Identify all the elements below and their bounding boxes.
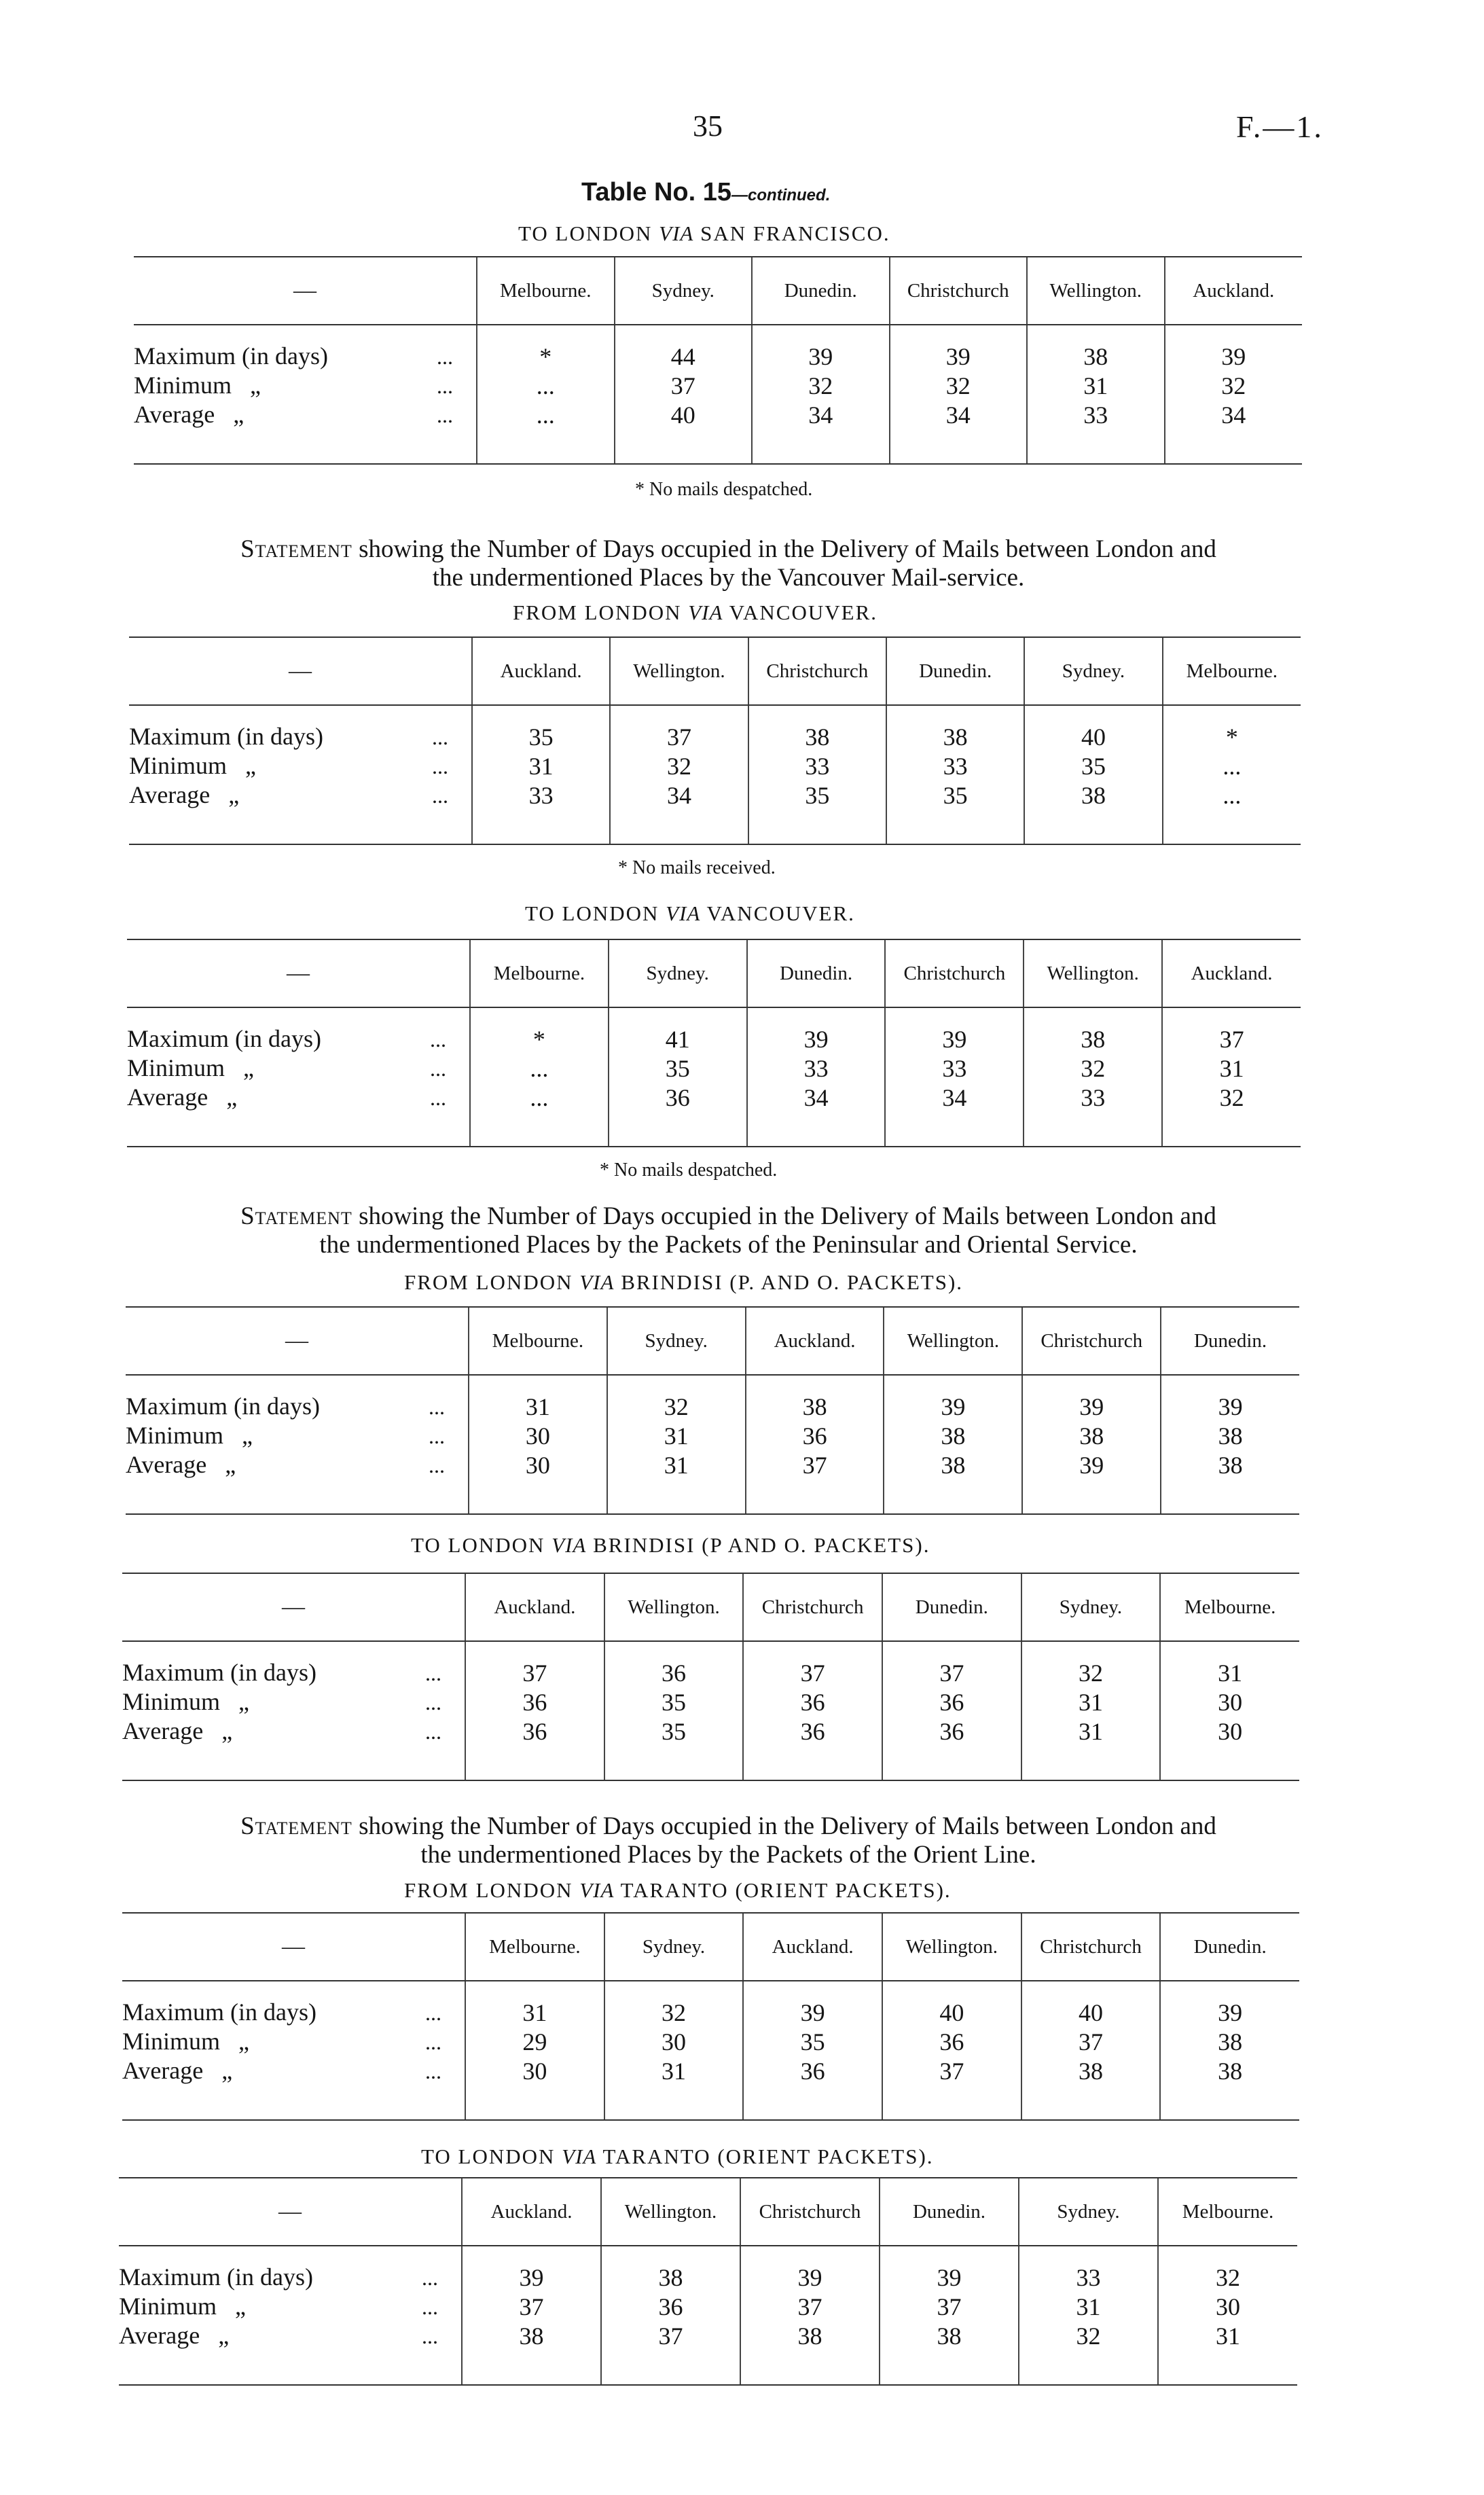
row-label: Minimum „ (134, 372, 261, 399)
value-cell: 40 (615, 400, 753, 429)
value-cell: 34 (610, 780, 748, 810)
value-cell: 36 (746, 1421, 884, 1450)
value-cell: 34 (752, 400, 890, 429)
table-row (134, 371, 1302, 400)
statement-vancouver: Statement showing the Number of Days occupied in the Delivery of Mails between London and the undermentioned Places by the Vancouver Mail-service. (240, 535, 1216, 592)
column-header: Melbourne. (469, 1307, 607, 1375)
row-label-cell (129, 751, 472, 780)
header-row (122, 1573, 1299, 1641)
value-cell: 38 (1022, 1421, 1161, 1450)
column-header: Sydney. (1021, 1573, 1161, 1641)
row-label: Average „ (127, 1083, 238, 1111)
column-header: Wellington. (601, 2178, 740, 2246)
column-header: Wellington. (604, 1573, 744, 1641)
row-label-cell (127, 1083, 470, 1112)
column-header: Melbourne. (1158, 2178, 1297, 2246)
value-cell: 41 (609, 1024, 747, 1054)
column-header: — (122, 1913, 465, 1981)
column-header: — (122, 1573, 465, 1641)
column-header: Christchurch (743, 1573, 882, 1641)
column-header: Wellington. (1024, 939, 1162, 1007)
table-from-london-vancouver (129, 636, 1301, 845)
table-title-suffix: —continued. (731, 186, 831, 204)
row-label-cell (129, 722, 472, 751)
row-label-cell (127, 1054, 470, 1083)
row-label: Maximum (in days) (126, 1393, 320, 1420)
value-cell: 33 (1027, 400, 1165, 429)
row-label-cell (119, 2263, 462, 2292)
leader-dots: ... (425, 1661, 441, 1685)
value-cell: 37 (880, 2292, 1019, 2321)
header-row (119, 2178, 1297, 2246)
value-cell: 29 (465, 2027, 604, 2056)
value-cell: 39 (884, 1392, 1022, 1421)
row-label-cell (126, 1421, 469, 1450)
leader-dots: ... (425, 2059, 441, 2083)
value-cell: 39 (752, 342, 890, 371)
value-cell: 36 (604, 1658, 744, 1687)
value-cell: 35 (1024, 751, 1162, 780)
row-label-cell (126, 1450, 469, 1479)
value-cell: 31 (607, 1450, 746, 1479)
table-row (119, 2321, 1297, 2350)
value-cell: 38 (1161, 1450, 1299, 1479)
value-cell: 36 (465, 1687, 604, 1717)
table-row (122, 1998, 1299, 2027)
value-cell: 37 (1021, 2027, 1161, 2056)
table-row (122, 1658, 1299, 1687)
value-cell: 31 (607, 1421, 746, 1450)
value-cell: 30 (1160, 1687, 1299, 1717)
statement-orient-line: Statement showing the Number of Days occupied in the Delivery of Mails between London and the undermentioned Places by the Packets of the Orient Line. (240, 1812, 1216, 1869)
value-cell: 35 (472, 722, 610, 751)
row-label: Minimum „ (122, 1688, 249, 1715)
column-header: — (126, 1307, 469, 1375)
value-cell: 30 (604, 2027, 744, 2056)
value-cell: ... (470, 1054, 609, 1083)
value-cell: 34 (890, 400, 1028, 429)
row-label: Average „ (134, 401, 245, 428)
value-cell: 36 (743, 2056, 882, 2085)
value-cell: 31 (604, 2056, 744, 2085)
value-cell: 37 (743, 1658, 882, 1687)
value-cell: 32 (604, 1998, 744, 2027)
value-cell: 38 (884, 1421, 1022, 1450)
table-row (127, 1054, 1301, 1083)
value-cell: 31 (472, 751, 610, 780)
table-row (119, 2263, 1297, 2292)
row-label: Average „ (119, 2322, 230, 2349)
leader-dots: ... (425, 2000, 441, 2025)
value-cell: 32 (1019, 2321, 1158, 2350)
column-header: Melbourne. (465, 1913, 604, 1981)
leader-dots: ... (432, 725, 448, 749)
value-cell: 30 (465, 2056, 604, 2085)
value-cell: 39 (1165, 342, 1303, 371)
value-cell: 33 (1019, 2263, 1158, 2292)
column-header: Melbourne. (470, 939, 609, 1007)
column-header: Christchurch (1022, 1307, 1161, 1375)
leader-dots: ... (432, 783, 448, 808)
table-row (122, 2056, 1299, 2085)
value-cell: 34 (885, 1083, 1024, 1112)
row-label-cell (119, 2292, 462, 2321)
column-header: Dunedin. (880, 2178, 1019, 2246)
row-label-cell (122, 1687, 465, 1717)
value-cell: 38 (1160, 2027, 1299, 2056)
header-row (122, 1913, 1299, 1981)
column-header: Dunedin. (1161, 1307, 1299, 1375)
row-label: Maximum (in days) (119, 2263, 313, 2291)
column-header: Auckland. (746, 1307, 884, 1375)
row-label: Average „ (126, 1451, 236, 1478)
value-cell: 38 (1021, 2056, 1161, 2085)
leader-dots: ... (437, 374, 453, 398)
table-row (126, 1421, 1299, 1450)
leader-dots: ... (437, 344, 453, 369)
value-cell: 32 (607, 1392, 746, 1421)
column-header: Auckland. (472, 637, 610, 705)
footnote-san-francisco: * No mails despatched. (635, 479, 813, 500)
value-cell: 31 (469, 1392, 607, 1421)
value-cell: 39 (747, 1024, 886, 1054)
value-cell: 36 (882, 2027, 1021, 2056)
value-cell: 32 (610, 751, 748, 780)
column-header: Wellington. (884, 1307, 1022, 1375)
value-cell: 32 (1024, 1054, 1162, 1083)
value-cell: 39 (1022, 1392, 1161, 1421)
column-header: Dunedin. (882, 1573, 1021, 1641)
table-row (134, 400, 1302, 429)
column-header: Auckland. (1162, 939, 1301, 1007)
value-cell: 31 (1027, 371, 1165, 400)
value-cell: 39 (462, 2263, 601, 2292)
column-header: Dunedin. (1160, 1913, 1299, 1981)
value-cell: 37 (615, 371, 753, 400)
value-cell: 31 (1158, 2321, 1297, 2350)
value-cell: 31 (465, 1998, 604, 2027)
value-cell: * (477, 342, 615, 371)
value-cell: 44 (615, 342, 753, 371)
value-cell: 38 (1161, 1421, 1299, 1450)
row-label-cell (129, 780, 472, 810)
value-cell: 32 (752, 371, 890, 400)
table-row (134, 342, 1302, 371)
value-cell: 35 (604, 1687, 744, 1717)
column-header: — (134, 257, 477, 325)
table-row (122, 2027, 1299, 2056)
row-label: Maximum (in days) (122, 1998, 316, 2026)
value-cell: 37 (882, 1658, 1021, 1687)
value-cell: 38 (748, 722, 886, 751)
table-row (122, 1687, 1299, 1717)
value-cell: 38 (1024, 780, 1162, 810)
row-label-cell (122, 1717, 465, 1746)
table-title-main: Table No. 15 (581, 178, 732, 207)
table-row (122, 1717, 1299, 1746)
row-label-cell (119, 2321, 462, 2350)
value-cell: 37 (601, 2321, 740, 2350)
column-header: Sydney. (1019, 2178, 1158, 2246)
row-label: Minimum „ (119, 2293, 246, 2320)
row-label-cell (122, 1998, 465, 2027)
value-cell: 35 (886, 780, 1024, 810)
column-header: Sydney. (615, 257, 753, 325)
row-label: Minimum „ (129, 752, 256, 779)
value-cell: 39 (890, 342, 1028, 371)
value-cell: 39 (1161, 1392, 1299, 1421)
table-title (581, 178, 830, 207)
footnote-vancouver-from: * No mails received. (618, 857, 776, 878)
value-cell: 36 (882, 1687, 1021, 1717)
footnote-vancouver-to: * No mails despatched. (600, 1160, 778, 1181)
column-header: Christchurch (1021, 1913, 1161, 1981)
value-cell: 33 (1024, 1083, 1162, 1112)
row-label: Average „ (129, 781, 240, 808)
row-label-cell (134, 400, 477, 429)
value-cell: 31 (1021, 1687, 1161, 1717)
value-cell: ... (1163, 751, 1301, 780)
value-cell: * (470, 1024, 609, 1054)
table-from-london-brindisi (126, 1306, 1299, 1515)
value-cell: 39 (740, 2263, 880, 2292)
column-header: Wellington. (882, 1913, 1021, 1981)
leader-dots: ... (429, 1395, 445, 1419)
row-label-cell (122, 1658, 465, 1687)
row-label: Minimum „ (126, 1422, 253, 1449)
value-cell: ... (477, 371, 615, 400)
row-label: Maximum (in days) (129, 723, 323, 750)
row-label: Minimum „ (127, 1054, 254, 1081)
value-cell: 31 (1019, 2292, 1158, 2321)
leader-dots: ... (422, 2265, 438, 2290)
value-cell: 32 (1021, 1658, 1161, 1687)
table-to-london-vancouver (127, 939, 1301, 1147)
column-header: Wellington. (610, 637, 748, 705)
row-label-cell (122, 2027, 465, 2056)
value-cell: 30 (469, 1450, 607, 1479)
value-cell: 34 (747, 1083, 886, 1112)
section-heading-from-london-vancouver: FROM LONDON VIA VANCOUVER. (513, 600, 878, 624)
value-cell: 37 (462, 2292, 601, 2321)
section-heading-to-london-brindisi: TO LONDON VIA BRINDISI (P AND O. PACKETS). (411, 1533, 930, 1557)
leader-dots: ... (422, 2324, 438, 2348)
table-to-london-san-francisco (134, 256, 1302, 465)
column-header: Auckland. (743, 1913, 882, 1981)
value-cell: 37 (746, 1450, 884, 1479)
value-cell: 35 (748, 780, 886, 810)
column-header: Dunedin. (752, 257, 890, 325)
value-cell: 39 (1160, 1998, 1299, 2027)
leader-dots: ... (432, 754, 448, 778)
value-cell: 35 (609, 1054, 747, 1083)
row-label-cell (122, 2056, 465, 2085)
value-cell: 33 (748, 751, 886, 780)
value-cell: 40 (1024, 722, 1162, 751)
row-label-cell (134, 371, 477, 400)
section-heading-to-london-vancouver: TO LONDON VIA VANCOUVER. (525, 901, 855, 925)
column-header: Melbourne. (1163, 637, 1301, 705)
value-cell: 37 (1162, 1024, 1301, 1054)
value-cell: 33 (472, 780, 610, 810)
value-cell: 38 (740, 2321, 880, 2350)
leader-dots: ... (422, 2295, 438, 2319)
table-row (126, 1450, 1299, 1479)
value-cell: 31 (1021, 1717, 1161, 1746)
row-label-cell (134, 342, 477, 371)
table-row (129, 780, 1301, 810)
value-cell: 40 (882, 1998, 1021, 2027)
leader-dots: ... (437, 403, 453, 427)
value-cell: 32 (1165, 371, 1303, 400)
column-header: Christchurch (740, 2178, 880, 2246)
value-cell: 39 (743, 1998, 882, 2027)
column-header: Wellington. (1027, 257, 1165, 325)
leader-dots: ... (425, 2030, 441, 2054)
column-header: Christchurch (890, 257, 1028, 325)
row-label: Maximum (in days) (122, 1659, 316, 1686)
row-label-cell (127, 1024, 470, 1054)
value-cell: 38 (884, 1450, 1022, 1479)
value-cell: 37 (465, 1658, 604, 1687)
value-cell: 34 (1165, 400, 1303, 429)
row-label: Maximum (in days) (127, 1025, 321, 1052)
value-cell: 39 (885, 1024, 1024, 1054)
value-cell: ... (1163, 780, 1301, 810)
value-cell: 30 (1160, 1717, 1299, 1746)
value-cell: 36 (601, 2292, 740, 2321)
column-header: Sydney. (609, 939, 747, 1007)
value-cell: 38 (462, 2321, 601, 2350)
header-row (127, 939, 1301, 1007)
value-cell: 36 (609, 1083, 747, 1112)
page-number: 35 (693, 109, 723, 143)
value-cell: 36 (465, 1717, 604, 1746)
value-cell: ... (477, 400, 615, 429)
value-cell: 30 (469, 1421, 607, 1450)
row-label: Average „ (122, 2057, 233, 2084)
column-header: Christchurch (885, 939, 1024, 1007)
header-row (126, 1307, 1299, 1375)
column-header: Auckland. (462, 2178, 601, 2246)
table-row (126, 1392, 1299, 1421)
column-header: Melbourne. (1160, 1573, 1299, 1641)
value-cell: 36 (743, 1687, 882, 1717)
table-row (127, 1083, 1301, 1112)
value-cell: 38 (886, 722, 1024, 751)
column-header: Sydney. (607, 1307, 746, 1375)
leader-dots: ... (429, 1424, 445, 1448)
header-row (129, 637, 1301, 705)
table-row (127, 1024, 1301, 1054)
column-header: Sydney. (604, 1913, 744, 1981)
column-header: Christchurch (748, 637, 886, 705)
value-cell: 31 (1162, 1054, 1301, 1083)
value-cell: 33 (886, 751, 1024, 780)
value-cell: 37 (610, 722, 748, 751)
column-header: Dunedin. (886, 637, 1024, 705)
value-cell: 38 (601, 2263, 740, 2292)
leader-dots: ... (430, 1085, 446, 1110)
value-cell: * (1163, 722, 1301, 751)
value-cell: 30 (1158, 2292, 1297, 2321)
header-row (134, 257, 1302, 325)
value-cell: 35 (743, 2027, 882, 2056)
value-cell: 39 (1022, 1450, 1161, 1479)
row-label-cell (126, 1392, 469, 1421)
value-cell: 33 (747, 1054, 886, 1083)
leader-dots: ... (430, 1027, 446, 1052)
value-cell: 32 (1158, 2263, 1297, 2292)
table-row (129, 751, 1301, 780)
value-cell: 33 (885, 1054, 1024, 1083)
value-cell: 32 (1162, 1083, 1301, 1112)
column-header: Dunedin. (747, 939, 886, 1007)
value-cell: ... (470, 1083, 609, 1112)
value-cell: 36 (743, 1717, 882, 1746)
value-cell: 38 (880, 2321, 1019, 2350)
leader-dots: ... (425, 1719, 441, 1744)
value-cell: 38 (746, 1392, 884, 1421)
column-header: — (129, 637, 472, 705)
value-cell: 36 (882, 1717, 1021, 1746)
value-cell: 38 (1024, 1024, 1162, 1054)
series-code: F.—1. (1236, 109, 1324, 144)
table-row (129, 722, 1301, 751)
section-heading-to-london-taranto: TO LONDON VIA TARANTO (ORIENT PACKETS). (421, 2144, 934, 2168)
table-from-london-taranto (122, 1912, 1299, 2121)
leader-dots: ... (429, 1453, 445, 1477)
statement-peninsular-oriental: Statement showing the Number of Days occupied in the Delivery of Mails between London and the undermentioned Places by the Packets of the Peninsular and Oriental Service. (240, 1202, 1216, 1259)
row-label: Average „ (122, 1717, 233, 1744)
value-cell: 38 (1160, 2056, 1299, 2085)
table-to-london-brindisi (122, 1573, 1299, 1781)
section-heading-from-london-taranto: FROM LONDON VIA TARANTO (ORIENT PACKETS). (404, 1878, 952, 1902)
section-heading-from-london-brindisi: FROM LONDON VIA BRINDISI (P. AND O. PACKETS). (404, 1270, 964, 1294)
column-header: Sydney. (1024, 637, 1162, 705)
leader-dots: ... (425, 1690, 441, 1715)
column-header: — (119, 2178, 462, 2246)
column-header: Auckland. (465, 1573, 604, 1641)
value-cell: 37 (882, 2056, 1021, 2085)
value-cell: 31 (1160, 1658, 1299, 1687)
table-to-london-taranto (119, 2177, 1297, 2386)
value-cell: 38 (1027, 342, 1165, 371)
leader-dots: ... (430, 1056, 446, 1081)
section-heading-to-london-san-francisco: TO LONDON VIA SAN FRANCISCO. (518, 221, 890, 245)
value-cell: 40 (1021, 1998, 1161, 2027)
value-cell: 32 (890, 371, 1028, 400)
row-label: Minimum „ (122, 2028, 249, 2055)
column-header: Auckland. (1165, 257, 1303, 325)
table-row (119, 2292, 1297, 2321)
value-cell: 39 (880, 2263, 1019, 2292)
column-header: Melbourne. (477, 257, 615, 325)
value-cell: 37 (740, 2292, 880, 2321)
value-cell: 35 (604, 1717, 744, 1746)
row-label: Maximum (in days) (134, 342, 328, 370)
column-header: — (127, 939, 470, 1007)
